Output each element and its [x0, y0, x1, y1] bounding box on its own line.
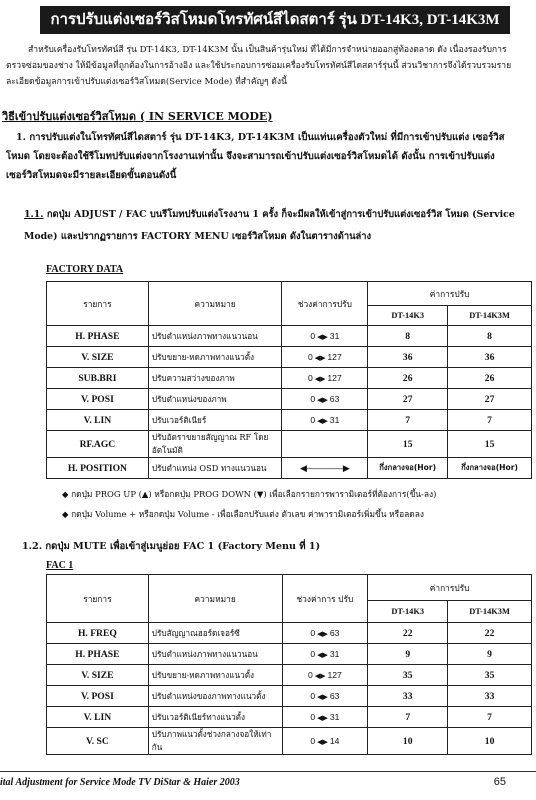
meaning-cell: ปรับเวอร์ติเนียร์ทางแนวตั้ง	[148, 707, 282, 728]
footer-rule	[0, 771, 536, 772]
value-model-2: 7	[448, 707, 532, 728]
range-max: 63	[329, 628, 340, 638]
range-min: 0	[308, 670, 313, 680]
meaning-cell: ปรับเวอร์ติเนียร์	[148, 410, 282, 431]
range-min: 0	[310, 331, 316, 341]
meaning-cell: ปรับตำแหน่งภาพทางแนวนอน	[148, 326, 282, 347]
range-min: 0	[307, 352, 313, 362]
header-range: ช่วงค่าการปรับ	[282, 282, 368, 326]
range-arrows-icon: ◀▶	[315, 334, 330, 341]
value-model-2: 8	[448, 326, 532, 347]
range-arrows-icon: ◀▶	[315, 694, 330, 701]
table-row	[47, 368, 532, 389]
bullet-prog-text: กดปุ่ม PROG UP (▲) หรือกดปุ่ม PROG DOWN (▼) เพื่อเลือกรายการพารามิเตอร์ที่ต้องการ(ขึ้น-ลง)	[71, 489, 437, 499]
table-row	[47, 623, 532, 644]
range-max: 31	[329, 649, 340, 659]
item-cell: SUB.BRI	[47, 368, 149, 389]
range-arrows-icon: ◀▶	[315, 715, 330, 722]
double-arrow-icon: ◀————▶	[299, 462, 350, 473]
fac1-body	[47, 623, 532, 755]
range-cell	[282, 347, 368, 368]
meaning-cell: ปรับอัตราขยายสัญญาณ RF โดยอัตโนมัติ	[148, 431, 282, 458]
value-model-2: 36	[448, 347, 532, 368]
fac1-header-meaning: ความหมาย	[148, 575, 282, 623]
item-cell: RF.AGC	[47, 431, 149, 458]
table-row	[47, 686, 532, 707]
table-row	[47, 644, 532, 665]
meaning-cell: ปรับตำแหน่งของภาพ	[148, 389, 282, 410]
value-model-1: 15	[368, 431, 448, 458]
step-1-2: 1.2. กดปุ่ม MUTE เพื่อเข้าสู่เมนูย่อย FAC 1 (Factory Menu ที่ 1)	[22, 541, 321, 552]
range-arrows-icon: ◀▶	[312, 355, 328, 362]
range-min: 0	[310, 712, 316, 722]
meaning-cell: ปรับตำแหน่งของภาพทางแนวตั้ง	[148, 686, 282, 707]
value-model-2: 10	[448, 728, 532, 755]
step-1-1	[24, 204, 520, 248]
range-max: 63	[329, 691, 340, 701]
header-model-2: DT-14K3M	[448, 306, 532, 326]
range-arrows-icon: ◀▶	[315, 418, 330, 425]
value-model-1: 35	[368, 665, 448, 686]
range-cell	[282, 665, 368, 686]
range-min: 0	[310, 736, 316, 746]
range-min: 0	[310, 628, 316, 638]
item-cell: V. SIZE	[47, 665, 149, 686]
value-model-1: 26	[368, 368, 448, 389]
range-min: 0	[310, 649, 316, 659]
value-model-1: 9	[368, 644, 448, 665]
fac1-table	[46, 574, 532, 755]
range-arrows-icon: ◀▶	[315, 739, 330, 746]
footer-text: ital Adjustment for Service Mode TV DiStar & Haier 2003	[0, 777, 240, 788]
value-model-2: 22	[448, 623, 532, 644]
range-max: 14	[329, 736, 340, 746]
meaning-cell: ปรับตำแหน่งภาพทางแนวนอน	[148, 644, 282, 665]
item-cell: V. POSI	[47, 389, 149, 410]
step-1-1-number: 1.1.	[24, 209, 44, 220]
value-model-1: 7	[368, 410, 448, 431]
range-arrows-icon: ◀▶	[312, 673, 328, 680]
range-max: 63	[329, 394, 340, 404]
item-cell: V. SC	[47, 728, 149, 755]
bullet-volume: ◆ กดปุ่ม Volume + หรือกดปุ่ม Volume - เพื่อเลือกปรับแต่ง ตัวเลข ค่าพารามิเตอร์เพิ่มขึ้น หรือลดลง	[62, 509, 424, 519]
range-cell	[282, 686, 368, 707]
factory-data-body	[47, 326, 532, 479]
range-arrows-icon: ◀▶	[315, 397, 330, 404]
range-cell	[282, 707, 368, 728]
value-model-1: 33	[368, 686, 448, 707]
item-cell: V. LIN	[47, 410, 149, 431]
range-arrows-icon: ◀▶	[312, 376, 328, 383]
meaning-cell: ปรับขยาย-หดภาพทางแนวตั้ง	[148, 347, 282, 368]
meaning-cell: ปรับขยาย-หดภาพทางแนวตั้ง	[148, 665, 282, 686]
range-min: 0	[310, 394, 316, 404]
header-model-1: DT-14K3	[368, 306, 448, 326]
table-row	[47, 707, 532, 728]
range-cell	[282, 431, 368, 458]
value-model-1: กึ่งกลางจอ(Hor)	[368, 458, 448, 479]
page-number: 65	[493, 776, 506, 788]
value-model-1: 7	[368, 707, 448, 728]
range-cell	[282, 368, 368, 389]
range-min: 0	[310, 691, 316, 701]
item-cell: V. SIZE	[47, 347, 149, 368]
item-cell: V. LIN	[47, 707, 149, 728]
range-cell	[282, 623, 368, 644]
value-model-2: 35	[448, 665, 532, 686]
range-max: 127	[327, 670, 342, 680]
item-cell: H. PHASE	[47, 326, 149, 347]
section-title: วิธีเข้าปรับแต่งเซอร์วิสโหมด ( IN SERVICE MODE)	[2, 110, 273, 123]
table-row	[47, 728, 532, 755]
intro-paragraph: สำหรับเครื่องรับโทรทัศน์สี รุ่น DT-14K3, DT-14K3M นั้น เป็นสินค้ารุ่นใหม่ ที่ได้มีการจำหน่ายออกสู่ท้องตลาด ดัง เนื่องรองรับการตรวจซ่อมของช่าง ให้มีข้อมูลที่ถูกต้องในการอ้างอิง และใช้ประกอบการซ่อมเครื่องรับโทรทัศน์สีไดสตาร์รุ่นนี้ ส่วนวิชาการจึงได้รวบรวมรายละเอียดข้อมูลการเข้าปรับแต่งเซอร์วิสโหมด(Service Mode) ที่สำคัญๆ ดังนี้	[6, 45, 512, 87]
range-max: 127	[327, 352, 342, 362]
value-model-2: 27	[448, 389, 532, 410]
table-row	[47, 431, 532, 458]
range-min: 0	[307, 373, 313, 383]
fac1-header-range: ช่วงค่าการ ปรับ	[282, 575, 368, 623]
fac1-header-model-1: DT-14K3	[368, 601, 448, 623]
table-row	[47, 347, 532, 368]
range-max: 127	[327, 373, 342, 383]
value-model-2: 7	[448, 410, 532, 431]
value-model-2: 15	[448, 431, 532, 458]
meaning-cell: ปรับความสว่างของภาพ	[148, 368, 282, 389]
step-1-1-text: กดปุ่ม ADJUST / FAC บนรีโมทปรับแต่งโรงงาน 1 ครั้ง ก็จะมีผลให้เข้าสู่การเข้าปรับแต่งเซอร์วิส โหมด (Service Mode) และปรากฏรายการ FACTORY MENU เซอร์วิสโหมด ดังในตารางด้านล่าง	[24, 209, 515, 242]
range-max: 31	[329, 712, 340, 722]
range-cell	[282, 728, 368, 755]
meaning-cell: ปรับสัญญาณฮอร์ดเจอร์ซี	[148, 623, 282, 644]
header-value: ค่าการปรับ	[368, 282, 532, 306]
value-model-1: 22	[368, 623, 448, 644]
range-max: 31	[329, 331, 340, 341]
item-cell: H. POSITION	[47, 458, 149, 479]
item-cell: H. FREQ	[47, 623, 149, 644]
range-min: 0	[310, 415, 316, 425]
range-cell	[282, 326, 368, 347]
range-arrows-icon: ◀▶	[315, 652, 330, 659]
range-cell	[282, 644, 368, 665]
fac1-header-model-2: DT-14K3M	[448, 601, 532, 623]
header-item: รายการ	[47, 282, 149, 326]
procedure-paragraph-1: 1. การปรับแต่งในโทรทัศน์สีไดสตาร์ รุ่น DT-14K3, DT-14K3M เป็นแท่นเครื่องตัวใหม่ ที่มีการเข้าปรับแต่ง เซอร์วิสโหมด โดยจะต้องใช้รีโมทปรับแต่งจากโรงงานเท่านั้น จึงจะสามารถเข้าปรับแต่งเซอร์วิสโหมดได้ ดังนั้น การเข้าปรับแต่งเซอร์วิสโหมดจะมีรายละเอียดขั้นตอนดังนี้	[6, 132, 505, 181]
value-model-1: 27	[368, 389, 448, 410]
table-row	[47, 389, 532, 410]
value-model-2: กึ่งกลางจอ(Hor)	[448, 458, 532, 479]
range-cell	[282, 389, 368, 410]
table-row	[47, 458, 532, 479]
item-cell: V. POSI	[47, 686, 149, 707]
meaning-cell: ปรับภาพแนวตั้งช่วงกลางจอให้เท่ากัน	[148, 728, 282, 755]
value-model-1: 10	[368, 728, 448, 755]
value-model-2: 26	[448, 368, 532, 389]
fac1-header-value: ค่าการปรับ	[368, 575, 532, 601]
range-max: 31	[329, 415, 340, 425]
item-cell: H. PHASE	[47, 644, 149, 665]
factory-data-table	[46, 281, 532, 479]
table-row	[47, 326, 532, 347]
fac1-header-item: รายการ	[47, 575, 149, 623]
bullet-volume-text: กดปุ่ม Volume + หรือกดปุ่ม Volume - เพื่อเลือกปรับแต่ง ตัวเลข ค่าพารามิเตอร์เพิ่มขึ้น หรือลดลง	[71, 509, 424, 519]
value-model-2: 9	[448, 644, 532, 665]
meaning-cell: ปรับตำแหน่ง OSD ทางแนวนอน	[148, 458, 282, 479]
factory-data-label: FACTORY DATA	[46, 264, 124, 275]
value-model-1: 8	[368, 326, 448, 347]
range-cell	[282, 410, 368, 431]
table-row	[47, 410, 532, 431]
range-arrows-icon: ◀▶	[315, 631, 330, 638]
fac1-label: FAC 1	[46, 560, 74, 571]
table-row	[47, 665, 532, 686]
page-banner: การปรับแต่งเซอร์วิสโหมดโทรทัศน์สีไดสตาร์ รุ่น DT-14K3, DT-14K3M	[40, 6, 510, 34]
bullet-prog: ◆ กดปุ่ม PROG UP (▲) หรือกดปุ่ม PROG DOWN (▼) เพื่อเลือกรายการพารามิเตอร์ที่ต้องการ(ขึ้น-ลง)	[62, 489, 437, 499]
value-model-1: 36	[368, 347, 448, 368]
range-cell	[282, 458, 368, 479]
header-meaning: ความหมาย	[148, 282, 282, 326]
value-model-2: 33	[448, 686, 532, 707]
